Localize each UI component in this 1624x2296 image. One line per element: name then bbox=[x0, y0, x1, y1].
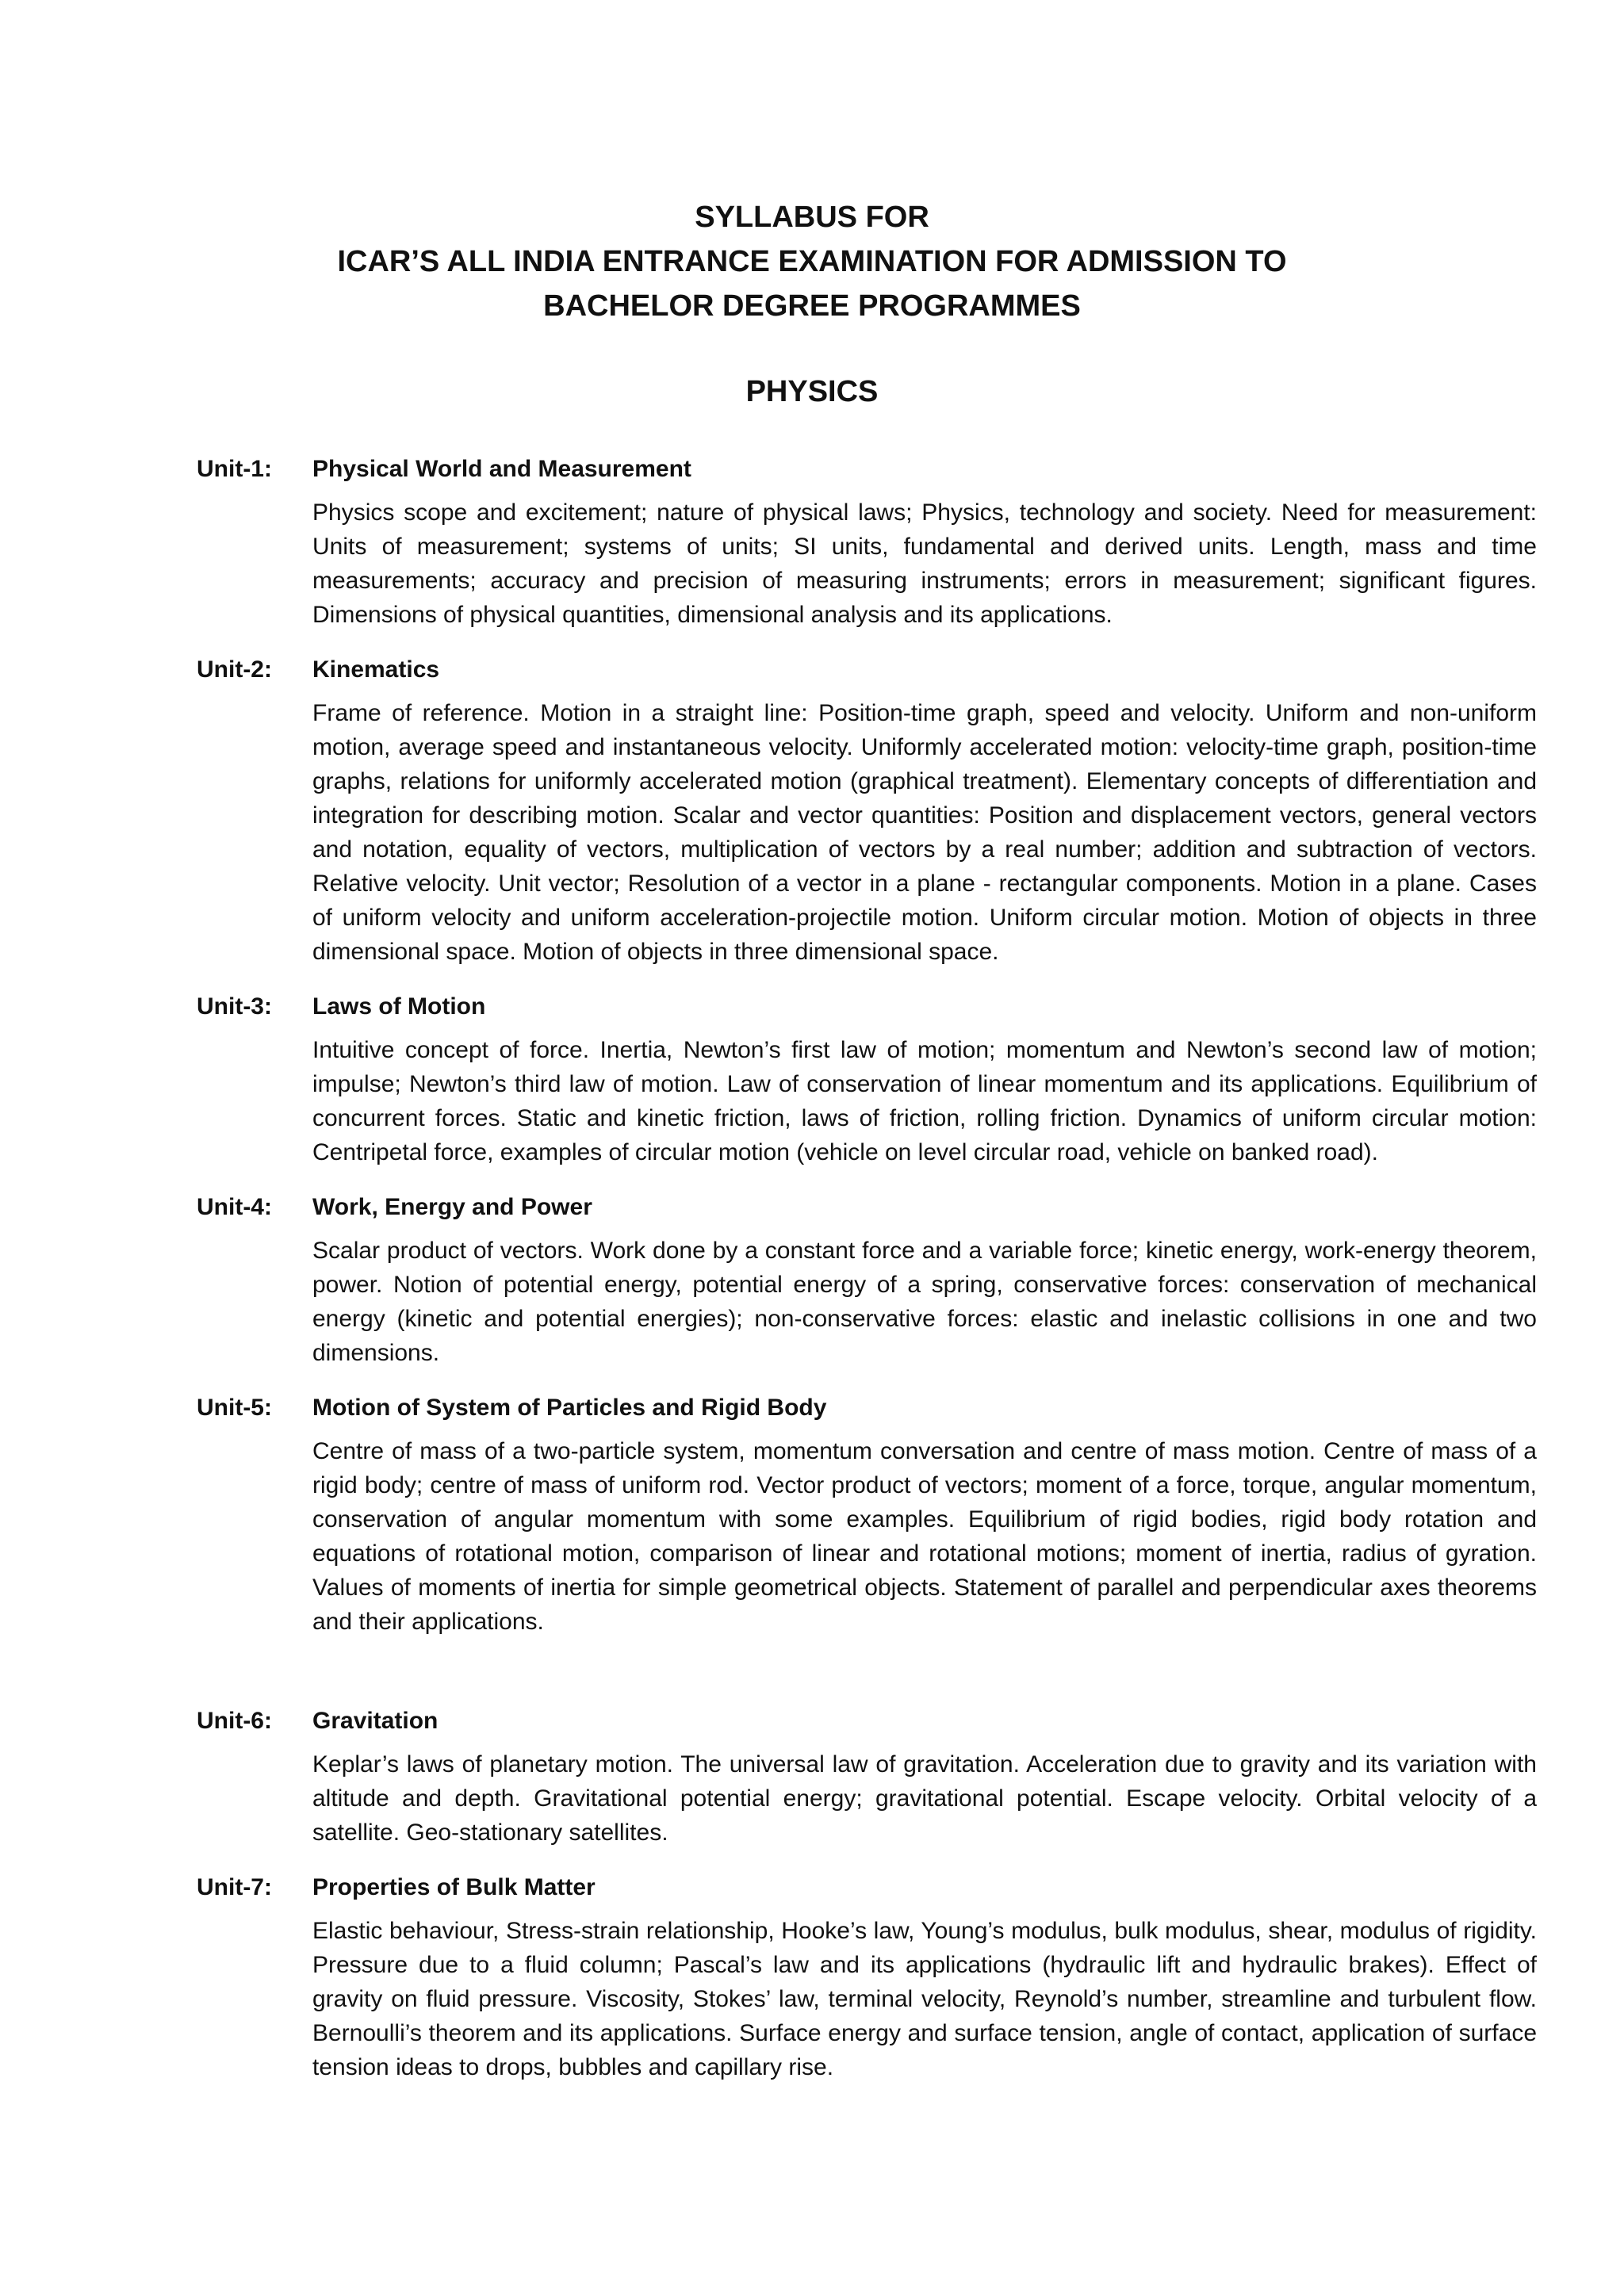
unit-label: Unit-6: bbox=[197, 1708, 272, 1734]
unit-section bbox=[197, 1190, 1537, 1370]
unit-title: Laws of Motion bbox=[312, 993, 486, 1020]
unit-title: Work, Energy and Power bbox=[312, 1194, 592, 1220]
unit-body: Physics scope and excitement; nature of physical laws; Physics, technology and society. Need for measurement: Units of measurement; systems of units; SI units, fundamental and derived units. Length, mass and time measurements; accuracy and precision of measuring instruments; errors in measurement; significant figures. Dimensions of physical quantities, dimensional analysis and its applications. bbox=[312, 499, 1537, 628]
unit-section bbox=[197, 989, 1537, 1169]
unit-body: Keplar’s laws of planetary motion. The universal law of gravitation. Acceleration due to gravity and its variation with altitude and depth. Gravitational potential energy; gravitational potential. Escape velocity. Orbital velocity of a satellite. Geo-stationary satellites. bbox=[312, 1751, 1537, 1846]
unit-body: Intuitive concept of force. Inertia, Newton’s first law of motion; momentum and Newton’s second law of motion; impulse; Newton’s third law of motion. Law of conservation of linear momentum and its applications. Equilibrium of concurrent forces. Static and kinetic friction, laws of friction, rolling friction. Dynamics of uniform circular motion: Centripetal force, examples of circular motion (vehicle on level circular road, vehicle on banked road). bbox=[312, 1037, 1537, 1165]
unit-label: Unit-1: bbox=[197, 456, 272, 482]
unit-title: Properties of Bulk Matter bbox=[312, 1874, 596, 1900]
header-line-1: SYLLABUS FOR bbox=[695, 201, 929, 234]
unit-title: Physical World and Measurement bbox=[312, 456, 691, 482]
unit-body: Frame of reference. Motion in a straight line: Position-time graph, speed and velocity. Uniform and non-uniform motion, average speed and instantaneous velocity. Uniformly accelerated motion: velocity-time graph, position-time graphs, relations for uniformly accelerated motion (graphical treatment). Elementary concepts of differentiation and integration for describing motion. Scalar and vector quantities: Position and displacement vectors, general vectors and notation, equality of vectors, multiplication of vectors by a real number; addition and subtraction of vectors. Relative velocity. Unit vector; Resolution of a vector in a plane - rectangular components. Motion in a plane. Cases of uniform velocity and uniform acceleration-projectile motion. Uniform circular motion. Motion of objects in three dimensional space. Motion of objects in three dimensional space. bbox=[312, 700, 1537, 965]
units-list bbox=[197, 452, 1537, 2105]
unit-section bbox=[197, 1870, 1537, 2084]
unit-label: Unit-5: bbox=[197, 1395, 272, 1421]
header-line-2: ICAR’S ALL INDIA ENTRANCE EXAMINATION FOR ADMISSION TO bbox=[337, 245, 1287, 278]
unit-body: Elastic behaviour, Stress-strain relationship, Hooke’s law, Young’s modulus, bulk modulus, shear, modulus of rigidity. Pressure due to a fluid column; Pascal’s law and its applications (hydraulic lift and hydraulic brakes). Effect of gravity on fluid pressure. Viscosity, Stokes’ law, terminal velocity, Reynold’s number, streamline and turbulent flow. Bernoulli’s theorem and its applications. Surface energy and surface tension, angle of contact, application of surface tension ideas to drops, bubbles and capillary rise. bbox=[312, 1918, 1537, 2080]
unit-label: Unit-2: bbox=[197, 656, 272, 683]
unit-label: Unit-4: bbox=[197, 1194, 272, 1220]
document-header bbox=[0, 195, 1624, 328]
unit-label: Unit-7: bbox=[197, 1874, 272, 1900]
unit-body: Centre of mass of a two-particle system, momentum conversation and centre of mass motion. Centre of mass of a rigid body; centre of mass of uniform rod. Vector product of vectors; moment of a force, torque, angular momentum, conservation of angular momentum with some examples. Equilibrium of rigid bodies, rigid body rotation and equations of rotational motion, comparison of linear and rotational motions; moment of inertia, radius of gyration. Values of moments of inertia for simple geometrical objects. Statement of parallel and perpendicular axes theorems and their applications. bbox=[312, 1438, 1537, 1635]
unit-title: Gravitation bbox=[312, 1708, 439, 1734]
unit-section bbox=[197, 1704, 1537, 1850]
subject-title: PHYSICS bbox=[745, 375, 879, 408]
unit-body: Scalar product of vectors. Work done by a constant force and a variable force; kinetic energy, work-energy theorem, power. Notion of potential energy, potential energy of a spring, conservative forces: conservation of mechanical energy (kinetic and potential energies); non-conservative forces: elastic and inelastic collisions in one and two dimensions. bbox=[312, 1238, 1537, 1366]
unit-section bbox=[197, 1391, 1537, 1639]
unit-title: Motion of System of Particles and Rigid Body bbox=[312, 1395, 827, 1421]
unit-section bbox=[197, 452, 1537, 632]
unit-title: Kinematics bbox=[312, 656, 440, 683]
unit-label: Unit-3: bbox=[197, 993, 272, 1020]
unit-section bbox=[197, 652, 1537, 969]
header-line-3: BACHELOR DEGREE PROGRAMMES bbox=[543, 289, 1081, 323]
